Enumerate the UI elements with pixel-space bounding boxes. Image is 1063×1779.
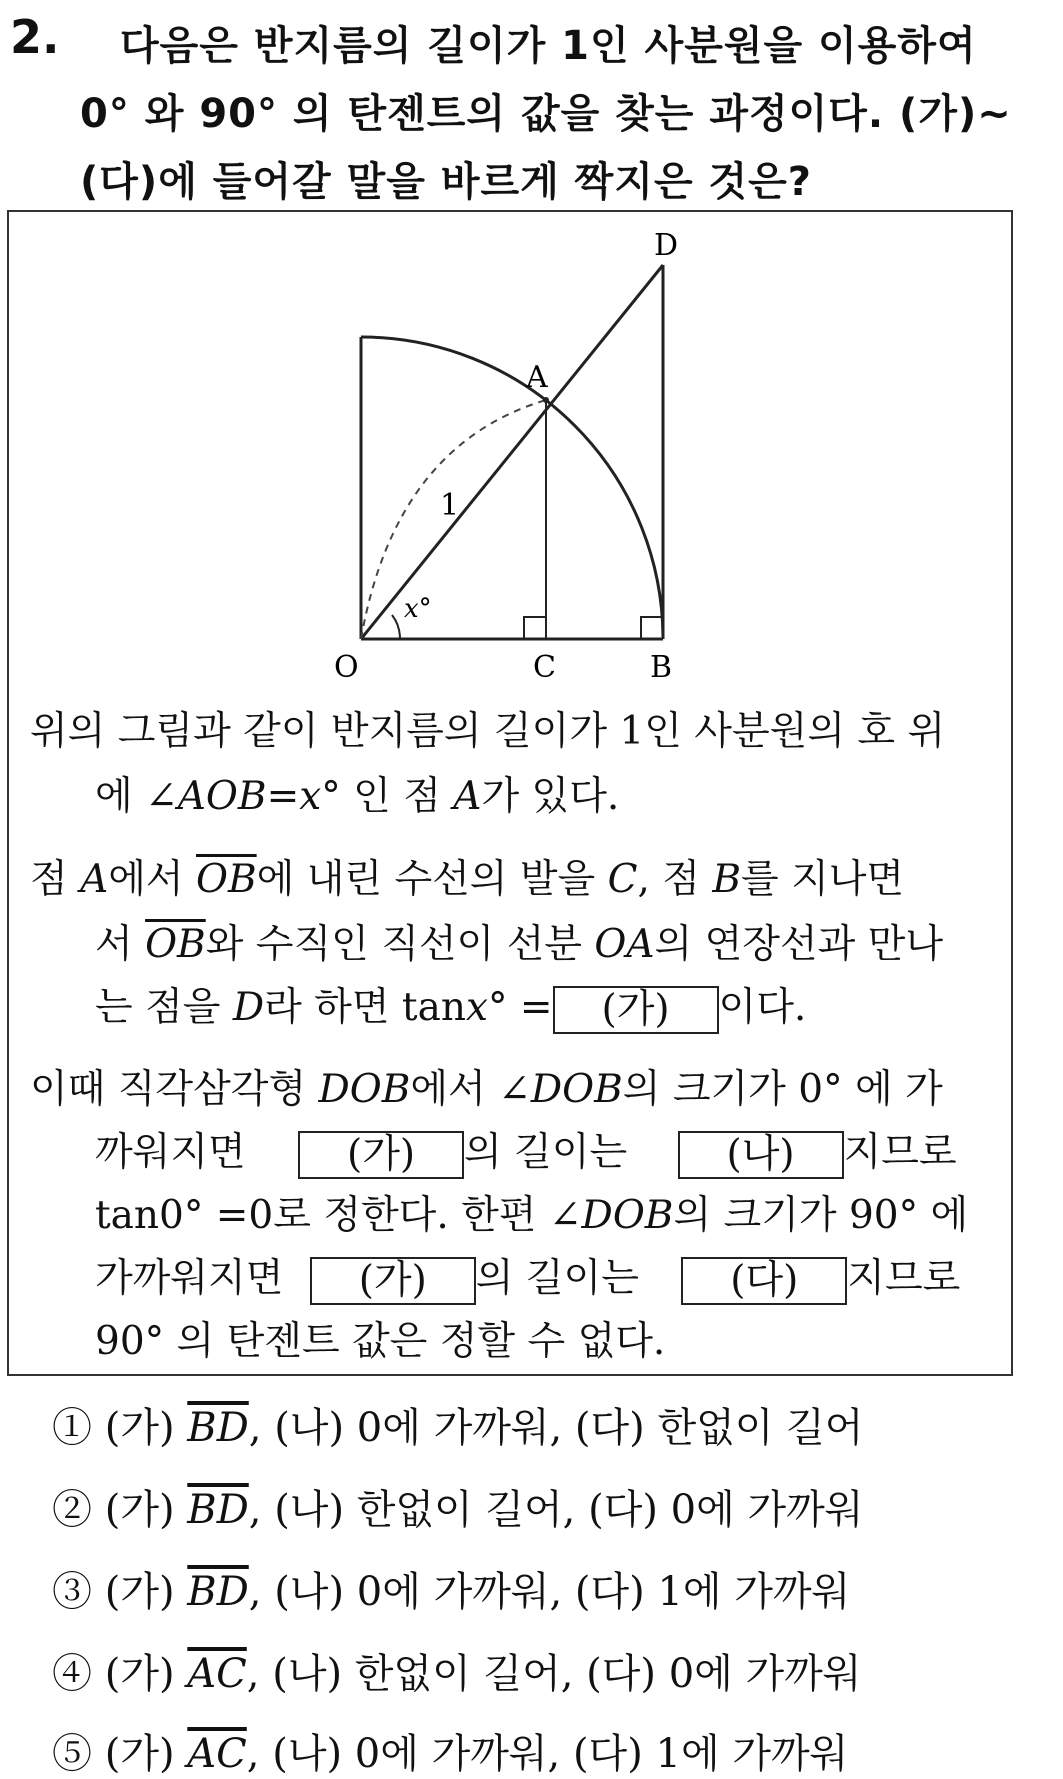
choice-2[interactable]: ② (가) $\overline{BD}$, (나) 한없이 길어, (다) 0에 가까워 bbox=[52, 1487, 864, 1533]
choice-5[interactable]: ⑤ (가) $\overline{AC}$, (나) 0에 가까워, (다) 1에 가까워 bbox=[52, 1731, 849, 1777]
blank-na: (나) bbox=[678, 1131, 844, 1179]
point-a-dot bbox=[543, 397, 549, 403]
quarter-circle-figure bbox=[300, 225, 720, 685]
passage-p2-line1: 점 A에서 $\overline{OB}$에 내린 수선의 발을 C, 점 B를 지나면 bbox=[30, 857, 905, 902]
question-line-2: 0° 와 90° 의 탄젠트의 값을 찾는 과정이다. (가)~ bbox=[80, 91, 1012, 137]
passage-p3-line2: 까워지면 (가) 의 길이는 (나) 지므로 bbox=[95, 1130, 957, 1177]
label-one: 1 bbox=[440, 488, 460, 523]
passage-p3-line4: 가까워지면 (가) 의 길이는 (다) 지므로 bbox=[95, 1256, 961, 1303]
right-angle-mark-c bbox=[524, 617, 546, 639]
label-o: O bbox=[334, 650, 359, 685]
angle-arc bbox=[392, 615, 400, 639]
blank-ga: (가) bbox=[553, 986, 719, 1034]
blank-da: (다) bbox=[681, 1257, 847, 1305]
right-angle-mark-b bbox=[641, 617, 663, 639]
passage-p3-line5: 90° 의 탄젠트 값은 정할 수 없다. bbox=[95, 1319, 666, 1364]
question-line-1: 다음은 반지름의 길이가 1인 사분원을 이용하여 bbox=[120, 23, 977, 69]
blank-ga: (가) bbox=[310, 1257, 476, 1305]
question-number: 2. bbox=[10, 10, 60, 64]
passage-p2-line2: 서 $\overline{OB}$와 수직인 직선이 선분 OA의 연장선과 만나 bbox=[95, 922, 944, 967]
blank-ga: (가) bbox=[298, 1131, 464, 1179]
passage-p1-line2: 에 ∠AOB=x° 인 점 A가 있다. bbox=[95, 774, 620, 819]
segment-od bbox=[361, 265, 663, 639]
choice-1[interactable]: ① (가) $\overline{BD}$, (나) 0에 가까워, (다) 한없이 길어 bbox=[52, 1405, 864, 1451]
label-b: B bbox=[650, 650, 673, 685]
label-x: x° bbox=[404, 594, 432, 624]
label-a: A bbox=[526, 360, 548, 395]
passage-p3-line1: 이때 직각삼각형 DOB에서 ∠DOB의 크기가 0° 에 가 bbox=[30, 1067, 943, 1112]
choice-3[interactable]: ③ (가) $\overline{BD}$, (나) 0에 가까워, (다) 1에 가까워 bbox=[52, 1569, 851, 1615]
question-line-3: (다)에 들어갈 말을 바르게 짝지은 것은? bbox=[80, 159, 812, 205]
choice-4[interactable]: ④ (가) $\overline{AC}$, (나) 한없이 길어, (다) 0에 가까워 bbox=[52, 1651, 862, 1697]
passage-p3-line3: tan0° =0로 정한다. 한편 ∠DOB의 크기가 90° 에 bbox=[95, 1193, 969, 1238]
passage-p1-line1: 위의 그림과 같이 반지름의 길이가 1인 사분원의 호 위 bbox=[30, 709, 946, 754]
label-c: C bbox=[533, 650, 556, 685]
label-d: D bbox=[654, 228, 679, 263]
passage-p2-line3: 는 점을 D라 하면 tanx° = (가) 이다. bbox=[95, 985, 807, 1032]
